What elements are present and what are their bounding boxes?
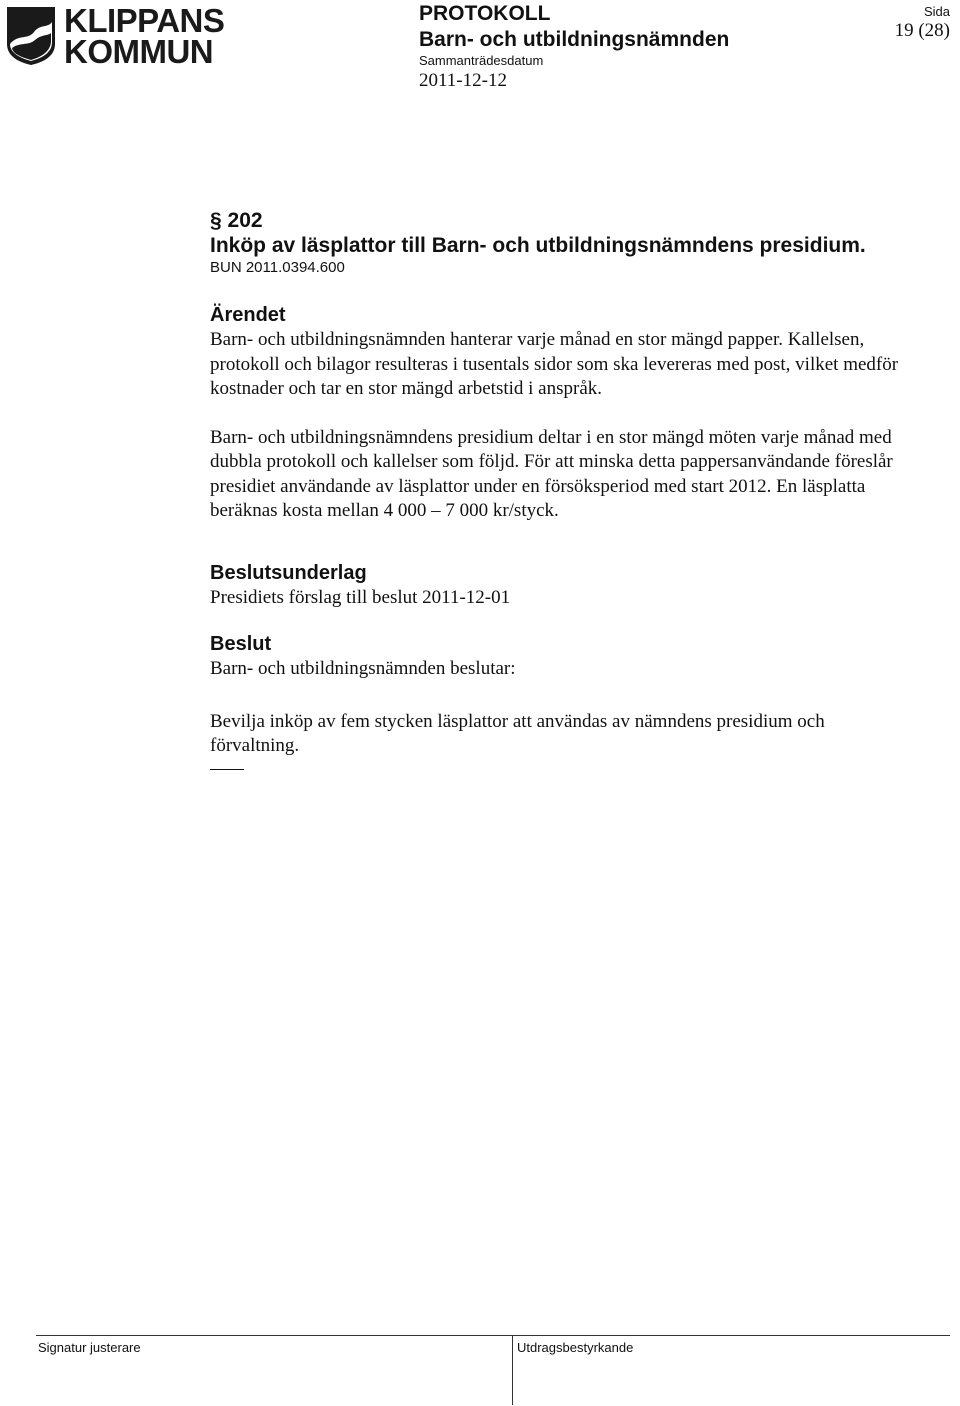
section-header xyxy=(210,208,910,258)
document-type: PROTOKOLL xyxy=(419,2,551,25)
extract-label: Utdragsbestyrkande xyxy=(517,1340,634,1355)
footer-divider xyxy=(512,1335,513,1405)
committee-name: Barn- och utbildningsnämnden xyxy=(419,28,730,51)
municipal-crest-icon xyxy=(4,4,58,66)
meeting-date-label: Sammanträdesdatum xyxy=(419,53,544,68)
section-end-line xyxy=(210,769,244,770)
minutes-section xyxy=(210,208,910,770)
page-number: 19 (28) xyxy=(894,20,950,41)
footer-rule-left xyxy=(36,1335,512,1336)
beslut-intro: Barn- och utbildningsnämnden beslutar: xyxy=(210,658,516,679)
footer-rule-right xyxy=(513,1335,950,1336)
beslut-heading: Beslut xyxy=(210,633,272,655)
beslut-decision: Bevilja inköp av fem stycken läsplattor att användas av nämndens presidium och förvaltning. xyxy=(210,710,825,756)
page-label: Sida xyxy=(923,4,950,19)
case-reference: BUN 2011.0394.600 xyxy=(210,259,345,276)
signature-label: Signatur justerare xyxy=(38,1340,141,1355)
logo-text-line2: KOMMUN xyxy=(64,33,214,70)
arendet-paragraph-2: Barn- och utbildningsnämndens presidium deltar i en stor mängd möten varje månad med dubbla protokoll och kallelser som följd. För att minska detta pappersanvändande föreslår presidiet användande av läsplattor under en försöksperiod med start 2012. En läsplatta beräknas kosta mellan 4 000 – 7 000 kr/styck. xyxy=(210,426,893,521)
logo-text-line1: KLIPPANS xyxy=(64,2,225,39)
meeting-date: 2011-12-12 xyxy=(419,70,507,91)
section-number: § 202 xyxy=(210,209,263,232)
arendet-heading: Ärendet xyxy=(210,304,286,326)
beslutsunderlag-text: Presidiets förslag till beslut 2011-12-01 xyxy=(210,586,511,608)
municipality-logo xyxy=(4,2,225,70)
section-title: Inköp av läsplattor till Barn- och utbildningsnämndens presidium. xyxy=(210,234,866,257)
arendet-paragraph-1: Barn- och utbildningsnämnden hanterar varje månad en stor mängd papper. Kallelsen, protokoll och bilagor resulteras i tusentals sidor som ska levereras med post, vilket medför kostnader och tar en stor mängd arbetstid i anspråk. xyxy=(210,329,899,399)
beslutsunderlag-heading: Beslutsunderlag xyxy=(210,561,367,584)
